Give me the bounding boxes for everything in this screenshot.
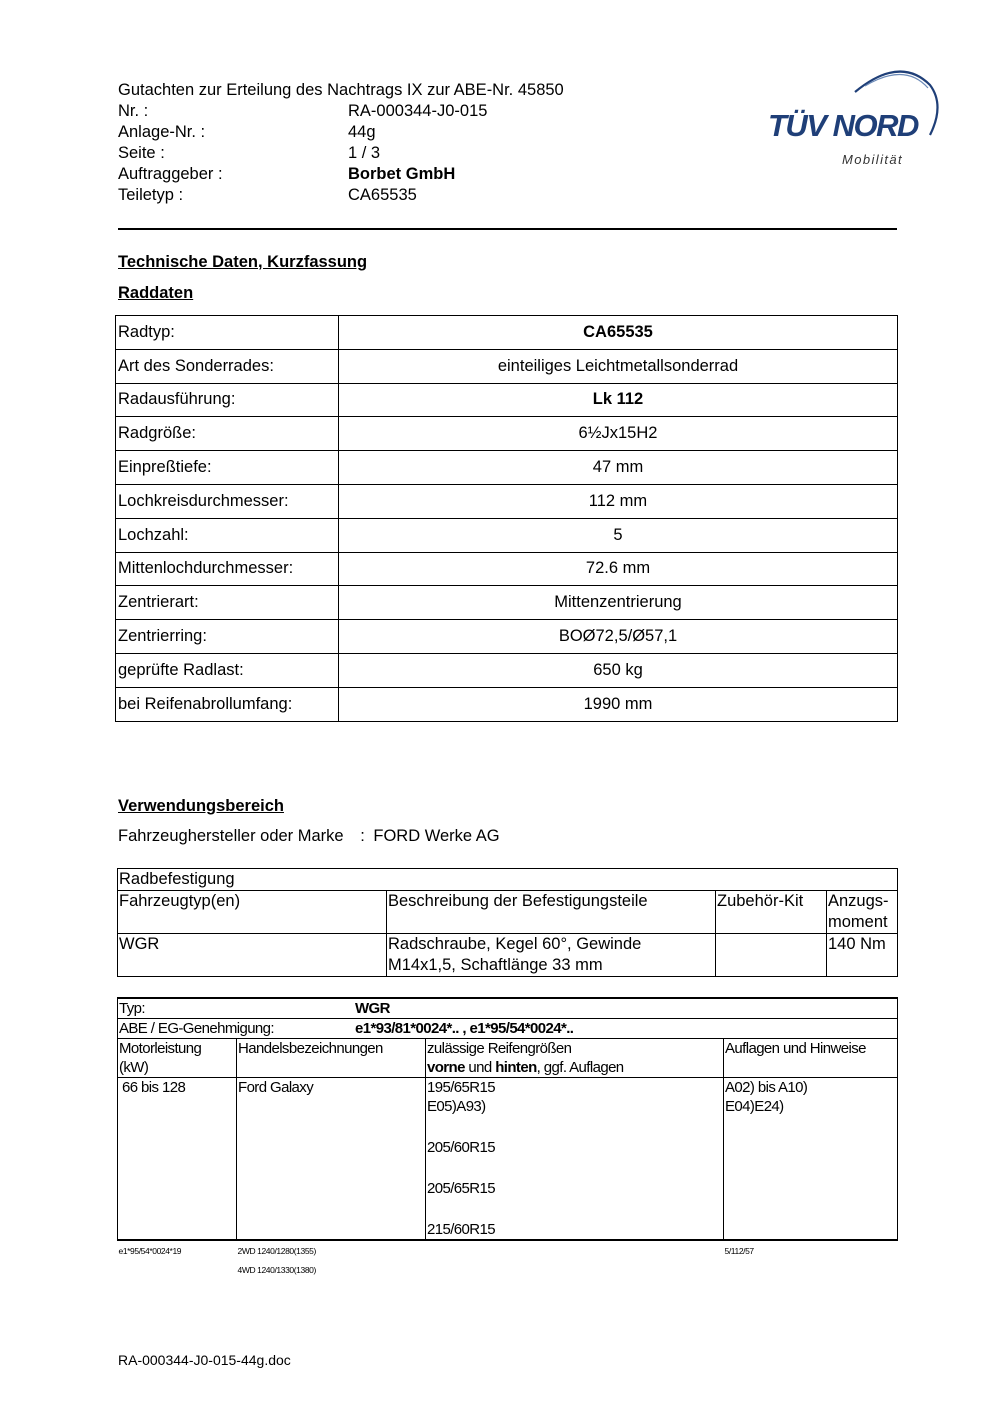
header-row-nr [118, 101, 564, 122]
rad-value: Lk 112 [339, 383, 898, 417]
header-row-anlage [118, 122, 564, 143]
hersteller-label: Fahrzeughersteller oder Marke [118, 827, 344, 845]
auflagen-cell [724, 1078, 898, 1241]
footnote-empty [426, 1240, 724, 1280]
col-anzugsmoment [827, 891, 898, 934]
abe-cell [118, 1019, 898, 1039]
header-line: (kW) [119, 1059, 149, 1076]
section-raddaten: Raddaten [118, 284, 194, 302]
typ-label: Typ: [119, 1000, 145, 1017]
handel-cell: Ford Galaxy [237, 1078, 426, 1241]
reifen-line: 195/65R15 [427, 1079, 495, 1096]
rad-key: geprüfte Radlast: [116, 653, 339, 687]
reifen-line: E05)A93) [427, 1098, 486, 1115]
footnote-line: 4WD 1240/1330(1380) [237, 1265, 316, 1275]
document-header [118, 80, 564, 206]
header-row-seite [118, 143, 564, 164]
document-title: Gutachten zur Erteilung des Nachtrags IX zur ABE-Nr. 45850 [118, 81, 564, 99]
rad-key: Radausführung: [116, 383, 339, 417]
table-row [116, 383, 898, 417]
header-line [427, 1058, 722, 1077]
hinten-text: hinten [495, 1059, 537, 1076]
table-row [116, 451, 898, 485]
logo-subtitle: Mobilität [842, 152, 904, 167]
moment-label: moment [828, 913, 888, 931]
section-technische-daten: Technische Daten, Kurzfassung [118, 253, 368, 271]
header-key: Seite : [118, 144, 165, 162]
rad-key: Zentrierring: [116, 620, 339, 654]
hersteller-value: FORD Werke AG [373, 827, 500, 845]
table-row [118, 934, 898, 977]
col-handelsbezeichnungen: Handelsbezeichnungen [237, 1039, 426, 1078]
header-value: CA65535 [348, 186, 417, 204]
table-row [116, 518, 898, 552]
leistung-cell: 66 bis 128 [118, 1078, 237, 1241]
header-row-auftraggeber [118, 164, 564, 185]
header-value: 44g [348, 123, 376, 141]
rad-key: Mittenlochdurchmesser: [116, 552, 339, 586]
col-auflagen: Auflagen und Hinweise [724, 1039, 898, 1078]
footnote-2 [237, 1240, 426, 1280]
header-line: zulässige Reifengrößen [427, 1040, 572, 1057]
spacer [427, 1116, 722, 1138]
rad-value: 1990 mm [339, 687, 898, 721]
typ-header-row [118, 1039, 898, 1078]
und-text: und [464, 1059, 496, 1076]
header-line: Motorleistung [119, 1040, 202, 1057]
typ-footnote-row [118, 1240, 898, 1280]
rad-value: 72.6 mm [339, 552, 898, 586]
abe-label: ABE / EG-Genehmigung: [119, 1020, 274, 1037]
rad-key: bei Reifenabrollumfang: [116, 687, 339, 721]
header-key: Nr. : [118, 102, 149, 120]
header-divider [118, 228, 897, 230]
col-zubehoer-kit: Zubehör-Kit [716, 891, 827, 934]
spacer [427, 1198, 722, 1220]
rad-value: einteiliges Leichtmetallsonderrad [339, 349, 898, 383]
col-fahrzeugtyp: Fahrzeugtyp(en) [118, 891, 387, 934]
reifen-line: 205/65R15 [427, 1180, 495, 1197]
col-motorleistung [118, 1039, 237, 1078]
auflagen-line: E04)E24) [725, 1098, 784, 1115]
fahrzeughersteller-line [118, 827, 500, 846]
rad-value: 5 [339, 518, 898, 552]
rad-value: CA65535 [339, 316, 898, 350]
header-value: 1 / 3 [348, 144, 381, 162]
rad-key: Lochkreisdurchmesser: [116, 484, 339, 518]
radbefestigung-table [117, 868, 898, 977]
table-row [116, 620, 898, 654]
footnote-1: e1*95/54*0024*19 [118, 1246, 182, 1256]
auflagen-line: A02) bis A10) [725, 1079, 808, 1096]
col-reifengroessen [426, 1039, 724, 1078]
table-header-row [118, 891, 898, 934]
section-verwendungsbereich: Verwendungsbereich [118, 797, 284, 815]
header-row-teiletyp [118, 185, 564, 206]
raddaten-table [115, 315, 898, 722]
rad-value: 650 kg [339, 653, 898, 687]
table-row [116, 417, 898, 451]
befestigung-caption: Radbefestigung [118, 869, 898, 891]
typ-cell [118, 998, 898, 1019]
col-beschreibung: Beschreibung der Befestigungsteile [387, 891, 716, 934]
rad-value: BOØ72,5/Ø57,1 [339, 620, 898, 654]
table-row [116, 653, 898, 687]
reifen-cell [426, 1078, 724, 1241]
reifen-line: 215/60R15 [427, 1221, 495, 1238]
befestigung-beschreibung [387, 934, 716, 977]
table-row [116, 349, 898, 383]
header-key: Teiletyp : [118, 186, 184, 204]
rad-key: Radtyp: [116, 316, 339, 350]
table-row [118, 869, 898, 891]
hersteller-separator: : [360, 827, 365, 845]
table-row [116, 552, 898, 586]
befestigung-moment: 140 Nm [827, 934, 898, 977]
rad-value: 47 mm [339, 451, 898, 485]
rad-key: Einpreßtiefe: [116, 451, 339, 485]
table-row [116, 484, 898, 518]
vorne-text: vorne [427, 1059, 465, 1076]
header-value: RA-000344-J0-015 [348, 102, 488, 120]
abe-value: e1*93/81*0024*.. , e1*95/54*0024*.. [355, 1020, 574, 1037]
typ-data-row [118, 1078, 898, 1241]
logo-brand: TÜV NORD [768, 108, 918, 143]
rad-value: 112 mm [339, 484, 898, 518]
footer-filename: RA-000344-J0-015-44g.doc [118, 1352, 291, 1368]
rad-value: Mittenzentrierung [339, 586, 898, 620]
typ-value: WGR [355, 1000, 390, 1017]
typ-table [117, 997, 898, 1280]
table-row [116, 316, 898, 350]
spacer [427, 1157, 722, 1179]
table-row [116, 687, 898, 721]
table-row [116, 586, 898, 620]
header-key: Anlage-Nr. : [118, 123, 206, 141]
rad-key: Zentrierart: [116, 586, 339, 620]
footnote-line: 2WD 1240/1280(1355) [237, 1246, 316, 1256]
abe-row [118, 1019, 898, 1039]
footnote-3: 5/112/57 [724, 1246, 754, 1256]
rad-key: Radgröße: [116, 417, 339, 451]
beschreibung-line: Radschraube, Kegel 60°, Gewinde [388, 935, 642, 953]
rad-key: Lochzahl: [116, 518, 339, 552]
auflagen-text: , ggf. Auflagen [536, 1059, 624, 1076]
rad-value: 6½Jx15H2 [339, 417, 898, 451]
typ-row [118, 998, 898, 1019]
beschreibung-line: M14x1,5, Schaftlänge 33 mm [388, 956, 603, 974]
header-key: Auftraggeber : [118, 165, 223, 183]
rad-key: Art des Sonderrades: [116, 349, 339, 383]
header-value: Borbet GmbH [348, 165, 456, 183]
tuv-nord-logo [760, 60, 945, 175]
befestigung-kit [716, 934, 827, 977]
befestigung-typ: WGR [118, 934, 387, 977]
anzugs-label: Anzugs- [828, 892, 889, 910]
reifen-line: 205/60R15 [427, 1139, 495, 1156]
